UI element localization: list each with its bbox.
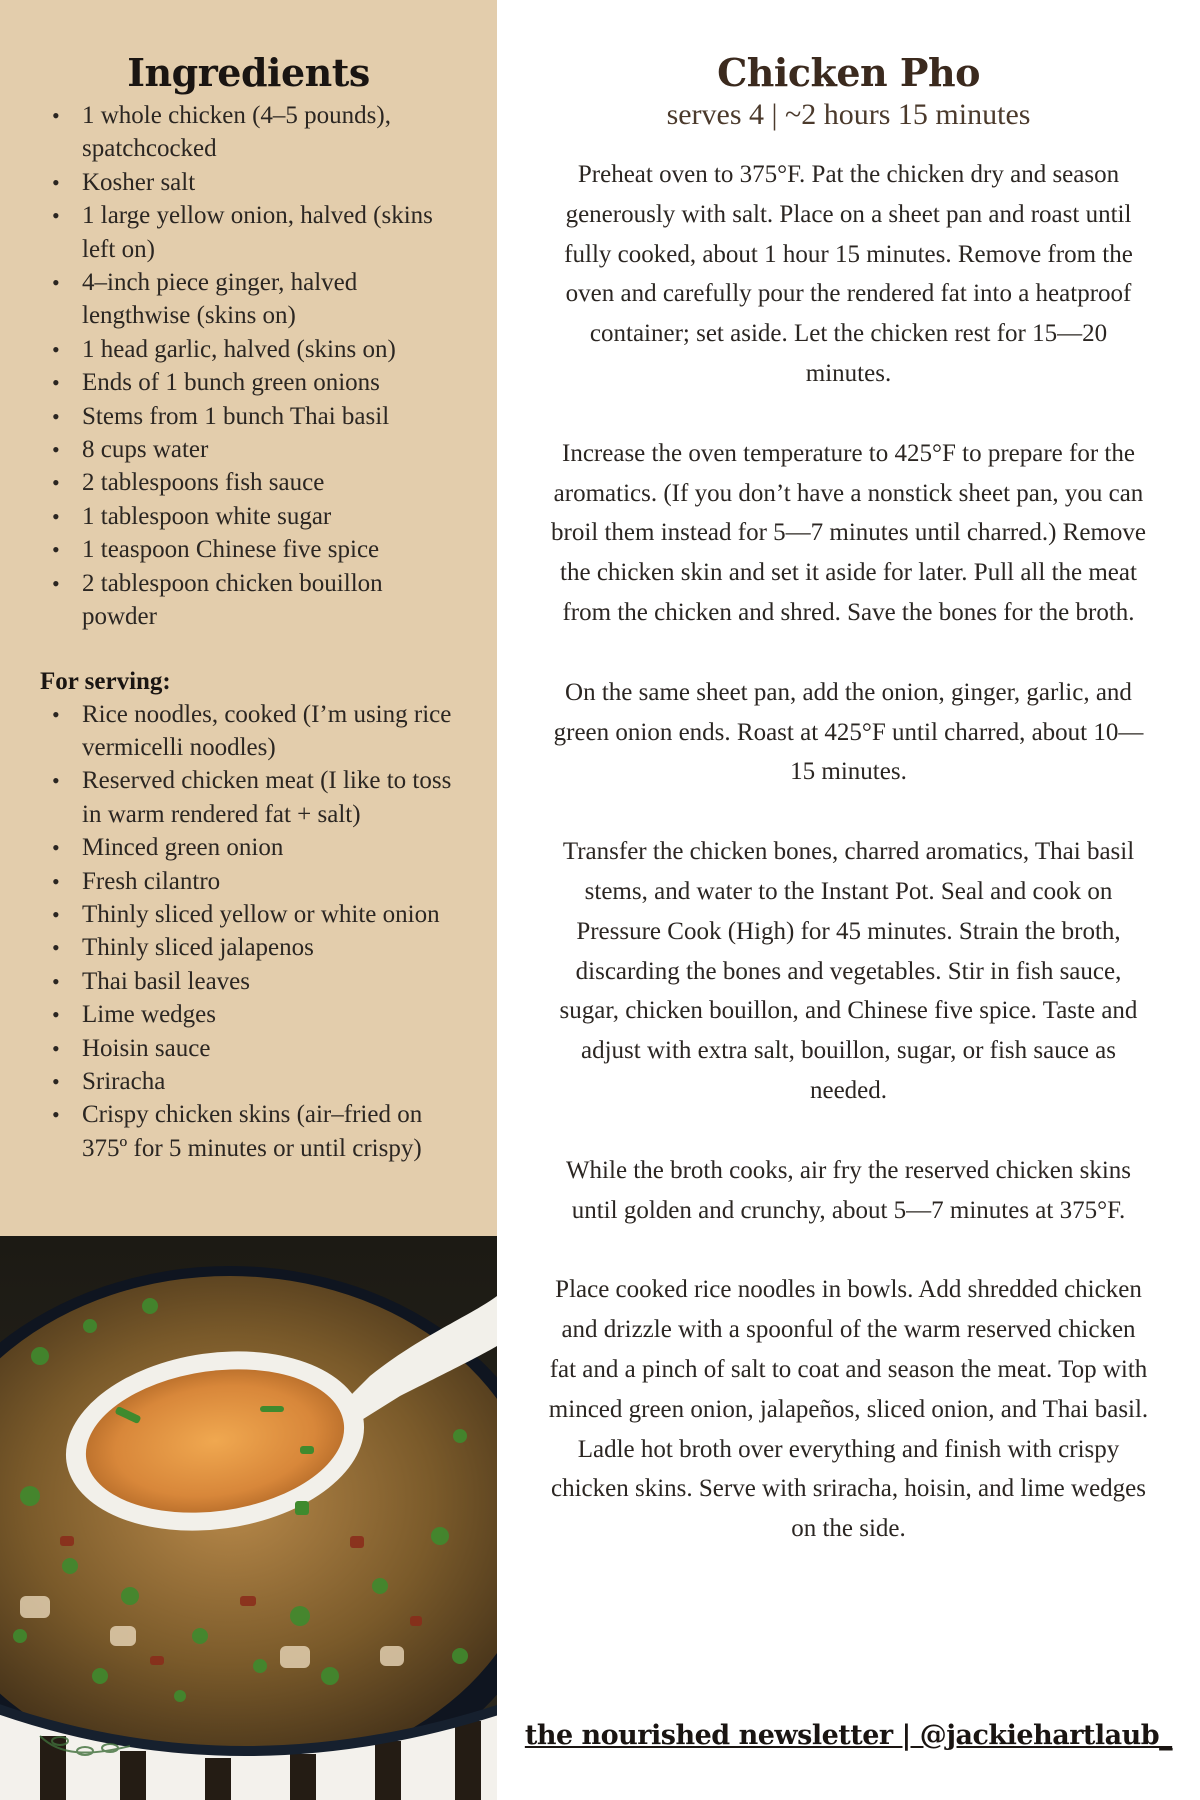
- recipe-step: Transfer the chicken bones, charred aromatics, Thai basil stems, and water to the Instant Pot. Seal and cook on Pressure Cook (High) for 45 minutes. Strain the broth, discarding the bones and vegetables. Stir in fish sauce, sugar, chicken bouillon, and Chinese five spice. Taste and adjust with extra salt, bouillon, sugar, or fish sauce as needed.: [559, 838, 1138, 1104]
- recipe-panel: [497, 0, 1200, 1800]
- recipe-step: Increase the oven temperature to 425°F to prepare for the aromatics. (If you don’t have a nonstick sheet pan, you can broil them instead for 5—7 minutes until charred.) Remove the chicken skin and set it aside for later. Pull all the meat from the chicken and shred. Save the bones for the broth.: [551, 439, 1146, 626]
- recipe-step: On the same sheet pan, add the onion, ginger, garlic, and green onion ends. Roast at 425°F until charred, about 10—15 minutes.: [553, 678, 1144, 786]
- list-item: • Kosher salt: [52, 166, 457, 199]
- ingredients-list: [0, 99, 497, 634]
- serving-heading: For serving:: [40, 667, 171, 695]
- list-item: • Rice noodles, cooked (I’m using rice vermicelli noodles): [52, 698, 457, 765]
- newsletter-footer[interactable]: the nourished newsletter | @jackiehartlaub_: [524, 1720, 1173, 1751]
- list-item: • 1 tablespoon white sugar: [52, 500, 457, 533]
- list-item: • Hoisin sauce: [52, 1032, 457, 1065]
- list-item: • 1 large yellow onion, halved (skins left on): [52, 199, 457, 266]
- list-item: • Crispy chicken skins (air–fried on 375º for 5 minutes or until crispy): [52, 1098, 457, 1165]
- list-item: • Sriracha: [52, 1065, 457, 1098]
- list-item: • Fresh cilantro: [52, 865, 457, 898]
- list-item: • 1 head garlic, halved (skins on): [52, 333, 457, 366]
- list-item: • 2 tablespoon chicken bouillon powder: [52, 567, 457, 634]
- serving-list: [0, 698, 497, 1166]
- list-item: • Thinly sliced jalapenos: [52, 931, 457, 964]
- recipe-step: Preheat oven to 375°F. Pat the chicken dry and season generously with salt. Place on a sheet pan and roast until fully cooked, about 1 hour 15 minutes. Remove from the oven and carefully pour the rendered fat into a heatproof container; set aside. Let the chicken rest for 15—20 minutes.: [564, 161, 1133, 387]
- recipe-steps: [549, 155, 1149, 1549]
- recipe-title: Chicken Pho: [717, 50, 980, 95]
- list-item: • Reserved chicken meat (I like to toss in warm rendered fat + salt): [52, 764, 457, 831]
- list-item: • 4–inch piece ginger, halved lengthwise (skins on): [52, 266, 457, 333]
- list-item: • 1 whole chicken (4–5 pounds), spatchcocked: [52, 99, 457, 166]
- recipe-subtitle: serves 4 | ~2 hours 15 minutes: [666, 98, 1031, 131]
- list-item: • Stems from 1 bunch Thai basil: [52, 400, 457, 433]
- list-item: • Lime wedges: [52, 998, 457, 1031]
- list-item: • 1 teaspoon Chinese five spice: [52, 533, 457, 566]
- list-item: • Ends of 1 bunch green onions: [52, 366, 457, 399]
- recipe-step: While the broth cooks, air fry the reserved chicken skins until golden and crunchy, about 5—7 minutes at 375°F.: [565, 1156, 1132, 1224]
- list-item: • Thinly sliced yellow or white onion: [52, 898, 457, 931]
- pho-bowl-illustration: [0, 1236, 497, 1800]
- ingredients-title: Ingredients: [127, 50, 370, 95]
- pho-bowl-photo: [0, 1236, 497, 1800]
- ingredients-panel: [0, 0, 497, 1236]
- list-item: • 8 cups water: [52, 433, 457, 466]
- list-item: • 2 tablespoons fish sauce: [52, 466, 457, 499]
- recipe-step: Place cooked rice noodles in bowls. Add shredded chicken and drizzle with a spoonful of the warm reserved chicken fat and a pinch of salt to coat and season the meat. Top with minced green onion, jalapeños, sliced onion, and Thai basil. Ladle hot broth over everything and finish with crispy chicken skins. Serve with sriracha, hoisin, and lime wedges on the side.: [548, 1276, 1149, 1543]
- list-item: • Thai basil leaves: [52, 965, 457, 998]
- list-item: • Minced green onion: [52, 831, 457, 864]
